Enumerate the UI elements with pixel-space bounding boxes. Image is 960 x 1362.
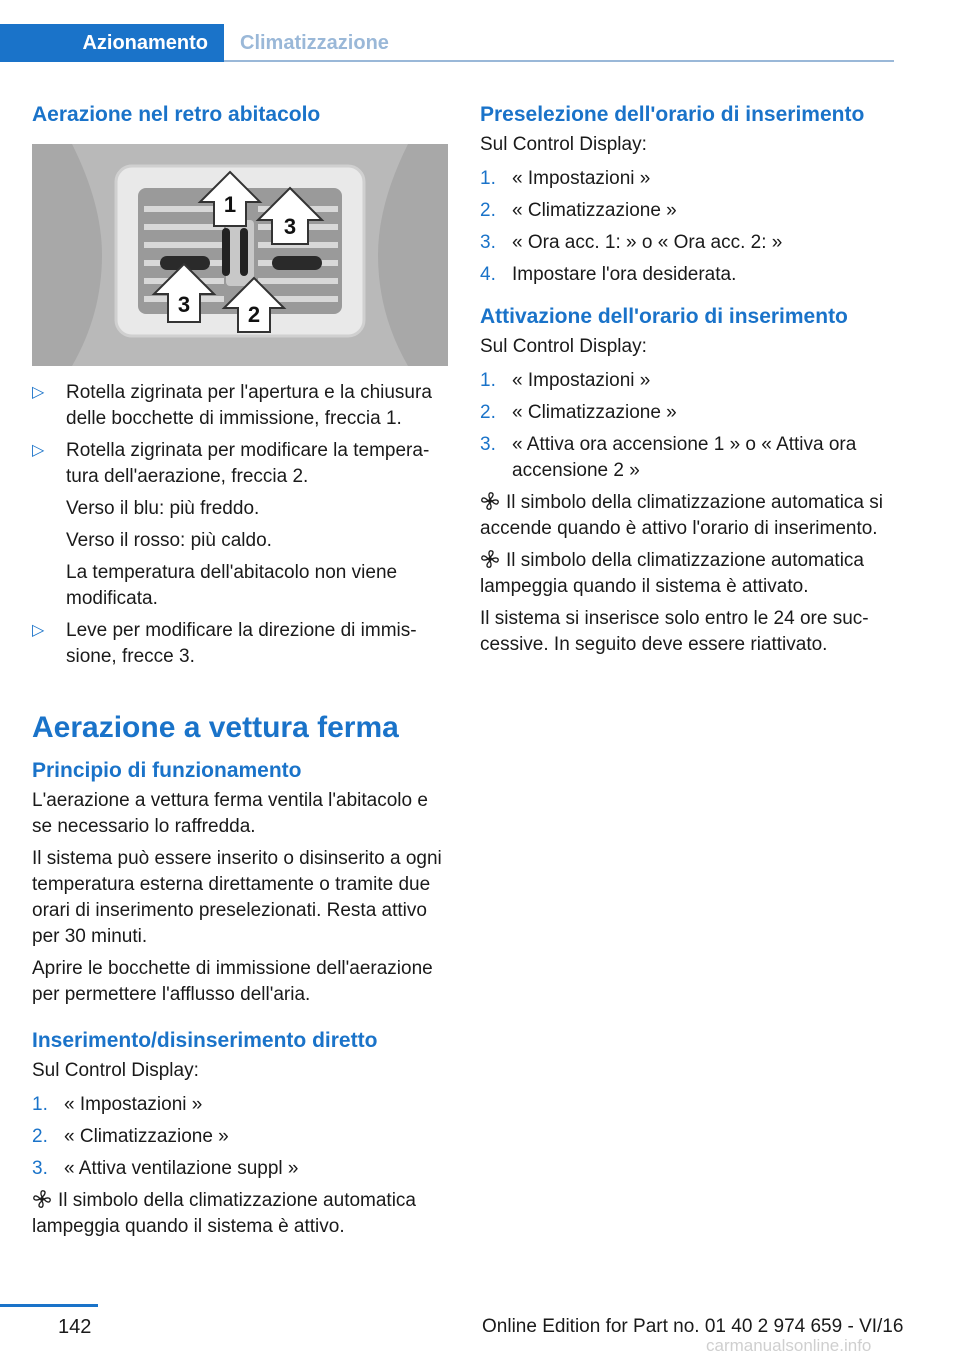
list-item: 3. « Attiva ventilazione suppl »	[32, 1158, 299, 1179]
header-rule	[224, 60, 894, 62]
rear-vent-illustration	[32, 144, 448, 366]
list-item: 2. « Climatizzazione »	[32, 1126, 229, 1147]
paragraph: Il sistema si inserisce solo entro le 24 ore successive. In seguito deve essere riattivato.	[480, 608, 869, 655]
left-column	[32, 100, 450, 1240]
tab-climatizzazione[interactable]: Climatizzazione	[240, 32, 389, 54]
rear-vent-figure	[32, 144, 448, 366]
steps-list	[480, 166, 898, 288]
fan-icon	[32, 1189, 52, 1209]
paragraph: Il sistema può essere inserito o disinserito a ogni temperatura esterna direttamente o tramite due orari di inserimento preselezionati. Resta attivo per 30 minuti.	[32, 848, 442, 947]
edition-text: Online Edition for Part no. 01 40 2 974 659 - VI/16	[482, 1316, 904, 1337]
list-item: 1. « Impostazioni »	[32, 1094, 203, 1115]
chapter-title: Aerazione a vettura ferma	[32, 711, 399, 744]
list-item: 3. « Attiva ora accensione 1 » o « Attiva ora accensione 2 »	[480, 434, 857, 481]
list-item: 2. « Climatizzazione »	[480, 200, 677, 221]
steps-list	[480, 368, 898, 484]
page-number: 142	[58, 1316, 92, 1338]
triangle-bullet-icon: ▷	[32, 384, 45, 401]
figure-label-1: 1	[223, 192, 237, 217]
figure-label-3a: 3	[283, 214, 297, 239]
paragraph: Sul Control Display:	[480, 134, 647, 155]
watermark: carmanualsonline.info	[706, 1336, 872, 1355]
triangle-bullet-icon: ▷	[32, 622, 45, 639]
paragraph: Aprire le bocchette di immissione dell'aerazione per permettere l'afflusso dell'aria.	[32, 958, 433, 1005]
list-item: ▷ Rotella zigrinata per l'apertura e la chiusura delle bocchette di immissione, freccia 1.	[32, 382, 432, 429]
paragraph: Sul Control Display:	[480, 336, 647, 357]
section-title-principle: Principio di funzionamento	[32, 759, 302, 782]
tab-azionamento[interactable]: Azionamento	[0, 24, 224, 62]
steps-list	[32, 1092, 450, 1182]
list-item: ▷ Leve per modificare la direzione di immissione, frecce 3.	[32, 620, 417, 667]
paragraph: Il simbolo della climatizzazione automatica lampeggia quando il sistema è attivo.	[32, 1190, 416, 1237]
figure-label-2: 2	[247, 302, 261, 327]
paragraph: Il simbolo della climatizzazione automatica lampeggia quando il sistema è attivato.	[480, 550, 864, 597]
right-column	[480, 100, 898, 658]
paragraph: Sul Control Display:	[32, 1060, 199, 1081]
paragraph: L'aerazione a vettura ferma ventila l'abitacolo e se necessario lo raffredda.	[32, 790, 428, 837]
list-item: 4. Impostare l'ora desiderata.	[480, 264, 737, 285]
triangle-bullet-icon: ▷	[32, 442, 45, 459]
page-header	[0, 0, 960, 64]
list-item: 1. « Impostazioni »	[480, 168, 651, 189]
section-title-rear-ventilation: Aerazione nel retro abitacolo	[32, 103, 321, 126]
paragraph: Il simbolo della climatizzazione automatica si accende quando è attivo l'orario di inserimento.	[480, 492, 883, 539]
vent-controls-list	[32, 380, 450, 670]
figure-label-3b: 3	[177, 292, 191, 317]
section-title-activate: Attivazione dell'orario di inserimento	[480, 305, 848, 328]
list-item: ▷ Rotella zigrinata per modificare la temperatura dell'aerazione, freccia 2. Verso il blu: più freddo. Verso il rosso: più caldo. La temperatura dell'abitacolo non viene modificata.	[32, 440, 430, 609]
list-item: 2. « Climatizzazione »	[480, 402, 677, 423]
fan-icon	[480, 549, 500, 569]
fan-icon	[480, 491, 500, 511]
footer-rule	[0, 1304, 98, 1307]
section-title-preselect: Preselezione dell'orario di inserimento	[480, 103, 865, 126]
list-item: 3. « Ora acc. 1: » o « Ora acc. 2: »	[480, 232, 783, 253]
section-title-direct-switch: Inserimento/disinserimento diretto	[32, 1029, 378, 1052]
list-item: 1. « Impostazioni »	[480, 370, 651, 391]
